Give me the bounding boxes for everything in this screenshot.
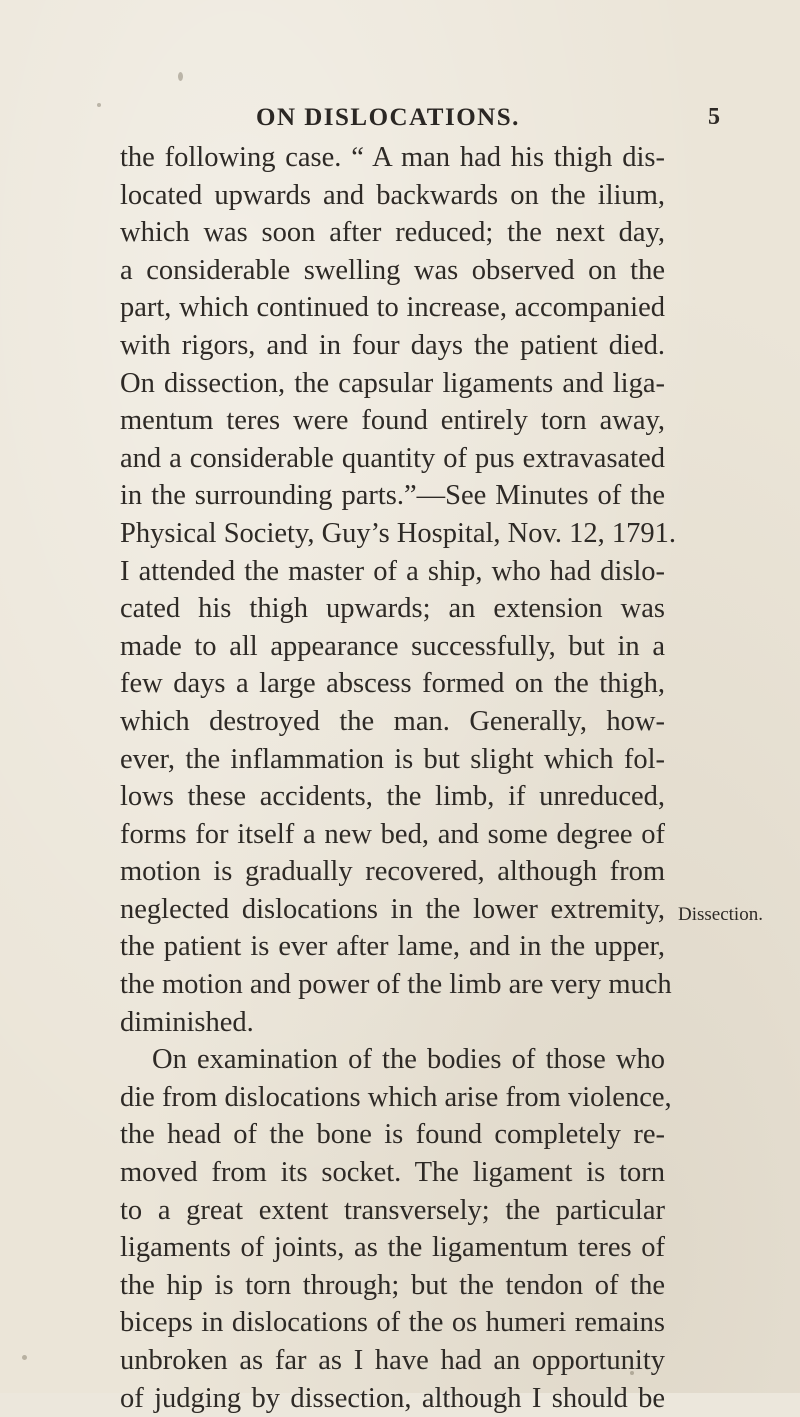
text-line: Physical Society, Guy’s Hospital, Nov. 12, 1791. <box>120 517 676 549</box>
paper-speck <box>97 103 101 107</box>
text-line: cated his thigh upwards; an extension was <box>120 593 665 625</box>
text-line: On examination of the bodies of those who <box>152 1044 665 1076</box>
body-text <box>120 139 676 1417</box>
paper-speck <box>178 72 183 81</box>
text-line: the head of the bone is found completely re- <box>120 1119 665 1151</box>
text-line: located upwards and backwards on the ilium, <box>120 179 665 211</box>
text-line: the following case. “ A man had his thigh dis- <box>120 142 665 173</box>
text-line: unbroken as far as I have had an opportunity <box>120 1345 665 1376</box>
text-line: the hip is torn through; but the tendon of the <box>120 1269 665 1301</box>
paper-speck <box>630 1371 634 1375</box>
text-line: few days a large abscess formed on the thigh, <box>120 668 665 700</box>
margin-note: Dissection. <box>678 904 763 925</box>
text-line: ligaments of joints, as the ligamentum teres of <box>120 1232 665 1264</box>
page-number: 5 <box>708 104 720 130</box>
text-line: in the surrounding parts.”—See Minutes of the <box>120 480 665 512</box>
text-line: mentum teres were found entirely torn away, <box>120 405 665 437</box>
text-line: neglected dislocations in the lower extremity, <box>120 893 665 925</box>
text-line: forms for itself a new bed, and some degree of <box>120 818 665 850</box>
text-line: a considerable swelling was observed on the <box>120 254 665 286</box>
text-line: the motion and power of the limb are very much <box>120 969 672 1001</box>
text-line: diminished. <box>120 1006 254 1038</box>
text-line: which was soon after reduced; the next day, <box>120 217 665 249</box>
text-line: which destroyed the man. Generally, how- <box>120 705 665 737</box>
running-head: ON DISLOCATIONS. <box>256 104 520 131</box>
text-line: the patient is ever after lame, and in the upper, <box>120 931 665 963</box>
text-line: of judging by dissection, although I should be <box>120 1382 665 1414</box>
paper-speck <box>22 1355 27 1360</box>
text-line: lows these accidents, the limb, if unreduced, <box>120 781 665 813</box>
text-line: with rigors, and in four days the patient died. <box>120 329 665 361</box>
text-line: biceps in dislocations of the os humeri remains <box>120 1307 665 1339</box>
text-line: moved from its socket. The ligament is torn <box>120 1157 665 1189</box>
text-line: and a considerable quantity of pus extravasated <box>120 442 665 474</box>
text-line: made to all appearance successfully, but in a <box>120 630 665 662</box>
text-line: ever, the inflammation is but slight which fol- <box>120 743 665 775</box>
text-line: On dissection, the capsular ligaments and liga- <box>120 367 665 399</box>
text-line: motion is gradually recovered, although from <box>120 856 665 888</box>
text-line: part, which continued to increase, accompanied <box>120 292 665 324</box>
text-line: die from dislocations which arise from violence, <box>120 1081 672 1113</box>
text-line: to a great extent transversely; the particular <box>120 1194 665 1226</box>
text-line: I attended the master of a ship, who had dislo- <box>120 555 665 587</box>
